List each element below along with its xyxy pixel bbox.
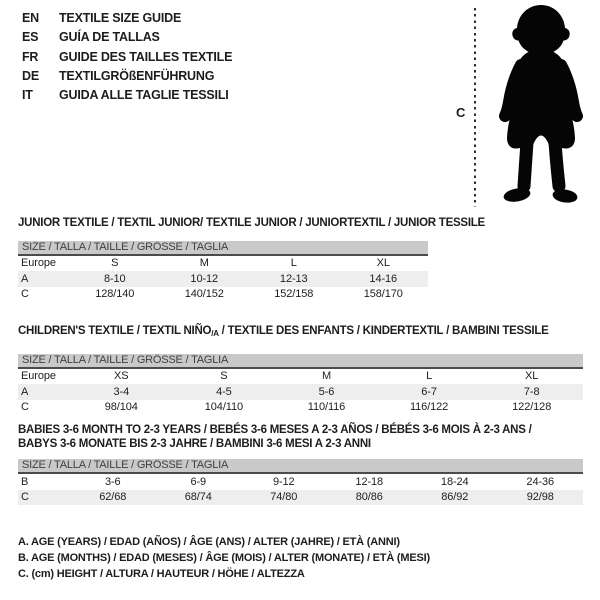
table-cell: 122/128 bbox=[512, 401, 552, 414]
babies-size-table bbox=[18, 474, 583, 505]
table-cell: 158/170 bbox=[363, 288, 403, 301]
children-size-bar: SIZE / TALLA / TAILLE / GRÖSSE / TAGLIA bbox=[18, 354, 583, 369]
baby-silhouette-icon bbox=[485, 2, 597, 214]
table-cell: 5-6 bbox=[275, 384, 378, 400]
table-cell: 140/152 bbox=[184, 288, 224, 301]
table-cell: L bbox=[426, 370, 433, 383]
babies-heading-line2: BABYS 3-6 MONATE BIS 2-3 JAHRE / BAMBINI 3-6 MESI A 2-3 ANNI bbox=[18, 437, 371, 450]
children-size-table bbox=[18, 369, 583, 416]
table-cell: Europe bbox=[21, 370, 56, 383]
legend bbox=[18, 534, 430, 582]
table-cell: 14-16 bbox=[339, 271, 429, 287]
table-cell: A bbox=[18, 271, 70, 287]
table-cell: C bbox=[21, 288, 29, 301]
table-cell: 8-10 bbox=[70, 271, 160, 287]
language-code: FR bbox=[22, 49, 39, 64]
language-label: TEXTILGRÖßENFÜHRUNG bbox=[59, 68, 215, 83]
table-cell: 9-12 bbox=[272, 475, 295, 488]
table-cell: 98/104 bbox=[104, 401, 138, 414]
table-cell: L bbox=[290, 257, 297, 270]
table-row-c bbox=[18, 287, 428, 303]
babies-size-bar: SIZE / TALLA / TAILLE / GRÖSSE / TAGLIA bbox=[18, 459, 583, 474]
table-cell: 24-36 bbox=[526, 475, 555, 488]
table-cell: 116/122 bbox=[409, 401, 449, 414]
table-cell: S bbox=[111, 257, 119, 270]
legend-line-c: C. (cm) HEIGHT / ALTURA / HAUTEUR / HÖHE / ALTEZZA bbox=[18, 568, 305, 580]
legend-line-a: A. AGE (YEARS) / EDAD (AÑOS) / ÂGE (ANS) / ALTER (JAHRE) / ETÀ (ANNI) bbox=[18, 536, 400, 548]
table-cell: 12-13 bbox=[249, 271, 339, 287]
height-measure-label: C bbox=[456, 105, 466, 120]
children-heading-pre: CHILDREN'S TEXTILE / TEXTIL NIÑO bbox=[18, 325, 212, 337]
table-cell: Europe bbox=[21, 257, 56, 270]
junior-section bbox=[18, 217, 485, 302]
table-cell: 128/140 bbox=[95, 288, 135, 301]
language-row-es bbox=[22, 28, 232, 47]
table-cell: XL bbox=[525, 370, 539, 383]
height-measure-dotted-line bbox=[474, 8, 476, 207]
table-cell: M bbox=[321, 370, 332, 383]
baby-figure bbox=[440, 0, 600, 215]
table-cell: 86/92 bbox=[412, 490, 498, 506]
children-heading-post: / TEXTILE DES ENFANTS / KINDERTEXTIL / BAMBINI TESSILE bbox=[218, 325, 549, 337]
table-cell: C bbox=[21, 401, 29, 414]
language-label: GUIDE DES TAILLES TEXTILE bbox=[59, 49, 233, 64]
table-cell: XL bbox=[376, 257, 390, 270]
table-cell: 104/110 bbox=[204, 401, 244, 414]
language-row-fr bbox=[22, 48, 232, 67]
table-row-europe bbox=[18, 256, 428, 272]
table-cell: A bbox=[18, 384, 70, 400]
table-cell: 4-5 bbox=[173, 384, 276, 400]
language-code: ES bbox=[22, 30, 39, 45]
table-cell: 68/74 bbox=[156, 490, 242, 506]
language-code: EN bbox=[22, 11, 39, 25]
table-row-c bbox=[18, 400, 583, 416]
table-cell: 62/68 bbox=[70, 490, 156, 506]
table-cell: S bbox=[220, 370, 228, 383]
table-cell: 10-12 bbox=[160, 271, 250, 287]
legend-line-b: B. AGE (MONTHS) / EDAD (MESES) / ÂGE (MOIS) / ALTER (MONATE) / ETÀ (MESI) bbox=[18, 552, 430, 564]
language-label: GUÍA DE TALLAS bbox=[59, 30, 160, 45]
language-label: TEXTILE SIZE GUIDE bbox=[59, 11, 182, 25]
language-code: IT bbox=[22, 88, 33, 103]
children-heading-subscript: /A bbox=[211, 329, 219, 338]
table-cell: 110/116 bbox=[307, 401, 346, 414]
table-cell: 80/86 bbox=[327, 490, 413, 506]
children-section bbox=[18, 325, 583, 415]
table-cell: 12-18 bbox=[355, 475, 384, 488]
language-row-de bbox=[22, 67, 232, 86]
table-cell: 6-7 bbox=[378, 384, 481, 400]
language-row-it bbox=[22, 86, 232, 105]
table-cell: B bbox=[21, 475, 29, 488]
language-label: GUIDA ALLE TAGLIE TESSILI bbox=[59, 88, 229, 103]
table-cell: 6-9 bbox=[190, 475, 207, 488]
language-row-en bbox=[22, 9, 232, 28]
language-list bbox=[22, 9, 232, 105]
language-code: DE bbox=[22, 68, 39, 83]
babies-heading-line1: BABIES 3-6 MONTH TO 2-3 YEARS / BEBÉS 3-6 MESES A 2-3 AÑOS / BÉBÉS 3-6 MOIS À 2-3 ANS / bbox=[18, 424, 532, 436]
table-cell: 3-6 bbox=[104, 475, 121, 488]
table-cell: C bbox=[18, 490, 70, 506]
junior-heading: JUNIOR TEXTILE / TEXTIL JUNIOR/ TEXTILE JUNIOR / JUNIORTEXTIL / JUNIOR TESSILE bbox=[18, 217, 485, 229]
table-cell: 7-8 bbox=[480, 384, 583, 400]
table-cell: 18-24 bbox=[440, 475, 469, 488]
table-row-b bbox=[18, 474, 583, 490]
babies-section bbox=[18, 424, 583, 505]
table-row-europe bbox=[18, 369, 583, 385]
table-cell: 152/158 bbox=[274, 288, 314, 301]
children-heading bbox=[18, 325, 583, 341]
table-row-a bbox=[18, 384, 583, 400]
table-cell: 92/98 bbox=[498, 490, 584, 506]
table-row-c bbox=[18, 490, 583, 506]
table-cell: 3-4 bbox=[70, 384, 173, 400]
junior-size-table bbox=[18, 256, 428, 303]
table-cell: 74/80 bbox=[241, 490, 327, 506]
junior-size-bar: SIZE / TALLA / TAILLE / GRÖSSE / TAGLIA bbox=[18, 241, 428, 256]
table-cell: XS bbox=[114, 370, 129, 383]
table-row-a bbox=[18, 271, 428, 287]
table-cell: M bbox=[199, 257, 209, 270]
